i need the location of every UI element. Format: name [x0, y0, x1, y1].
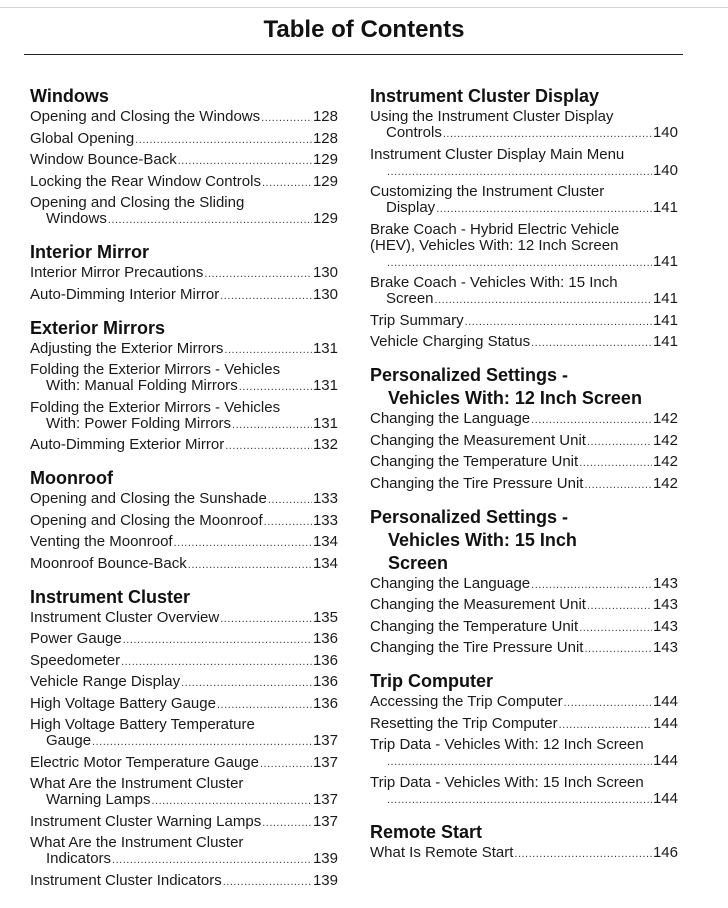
toc-entry[interactable] [30, 653, 338, 670]
toc-entry-text: Changing the Temperature Unit [370, 453, 579, 470]
toc-entry-text: Folding the Exterior Mirrors - Vehicles [30, 398, 281, 416]
dot-leader [188, 557, 312, 573]
page-number: 131 [312, 377, 338, 394]
toc-section [370, 822, 678, 862]
toc-entry-text: Vehicle Range Display [30, 673, 181, 690]
dot-leader [262, 175, 312, 191]
toc-entry-line [30, 513, 338, 530]
toc-entry[interactable] [30, 362, 338, 395]
toc-section [370, 86, 678, 351]
page-number: 130 [312, 285, 338, 303]
toc-entry-text: Screen [386, 290, 434, 307]
toc-entry[interactable] [30, 534, 338, 551]
toc-entry[interactable] [370, 619, 678, 636]
toc-entry[interactable] [370, 275, 678, 308]
dot-leader [584, 477, 652, 493]
page-number: 129 [312, 151, 338, 168]
page-number: 129 [312, 172, 338, 190]
toc-entry-text: Changing the Language [370, 574, 531, 592]
toc-entry[interactable] [370, 716, 678, 733]
toc-entry[interactable] [30, 814, 338, 831]
page-number: 131 [312, 414, 338, 432]
toc-left-column [30, 86, 338, 904]
toc-section [370, 671, 678, 808]
toc-entry-text: Folding the Exterior Mirrors - Vehicles [30, 361, 281, 378]
page-number: 136 [312, 651, 338, 669]
dot-leader [223, 874, 312, 890]
toc-entry-text: Gauge [46, 732, 92, 749]
toc-entry-text: Brake Coach - Vehicles With: 15 Inch [370, 274, 618, 291]
toc-entry-text: Display [386, 199, 436, 216]
toc-entry[interactable] [30, 400, 338, 433]
top-rule [0, 7, 728, 8]
toc-entry-line [370, 716, 678, 733]
toc-right-column [370, 86, 678, 876]
toc-entry-line [30, 696, 338, 713]
toc-entry-line [30, 873, 338, 890]
section-heading: Screen [388, 552, 449, 573]
dot-leader [584, 641, 652, 657]
page-number: 129 [312, 210, 338, 227]
dot-leader [220, 611, 312, 627]
page-number: 143 [652, 596, 678, 613]
toc-entry[interactable] [30, 265, 338, 282]
page-number: 143 [652, 617, 678, 635]
page-number: 140 [652, 124, 678, 141]
toc-entry-text: Trip Summary [370, 311, 464, 329]
toc-entry-text: Electric Motor Temperature Gauge [30, 753, 259, 771]
page-number: 141 [652, 311, 678, 329]
dot-leader [531, 335, 652, 351]
dot-leader [514, 846, 652, 862]
dot-leader [559, 717, 652, 733]
section-heading: Vehicles With: 15 Inch [388, 529, 577, 550]
page-number: 133 [312, 490, 338, 507]
toc-entry-text: Accessing the Trip Computer [370, 693, 563, 710]
page-number: 132 [312, 436, 338, 453]
dot-leader [264, 514, 312, 530]
page-number: 137 [312, 753, 338, 771]
toc-entry-text: With: Power Folding Mirrors [46, 414, 232, 432]
toc-entry-line [30, 287, 338, 304]
page-number: 136 [312, 694, 338, 712]
toc-entry-line [30, 792, 338, 809]
toc-entry[interactable] [30, 835, 338, 868]
toc-entry-line [370, 845, 678, 862]
section-heading: Instrument Cluster Display [370, 86, 600, 106]
page-number: 137 [312, 812, 338, 830]
page-number: 141 [652, 199, 678, 216]
toc-entry-text: Opening and Closing the Windows [30, 108, 261, 125]
toc-entry-line [370, 454, 678, 471]
page-number: 134 [312, 554, 338, 572]
section-heading: Instrument Cluster [30, 586, 191, 607]
toc-entry-text: Speedometer [30, 651, 121, 669]
page-number: 143 [652, 574, 678, 592]
section-heading: Remote Start [370, 821, 483, 842]
toc-entry[interactable] [370, 694, 678, 711]
dot-leader [443, 126, 652, 142]
toc-entry-line [30, 109, 338, 126]
dot-leader [531, 412, 652, 428]
page-number: 146 [652, 843, 678, 861]
toc-entry-line [370, 576, 678, 593]
toc-entry-line [370, 313, 678, 330]
toc-entry-line [370, 411, 678, 428]
toc-entry-text: Changing the Tire Pressure Unit [370, 474, 584, 492]
dot-leader [135, 132, 312, 148]
toc-entry-text: High Voltage Battery Temperature [30, 716, 255, 733]
toc-entry-text: What Is Remote Start [370, 843, 514, 861]
toc-entry-text: Changing the Language [370, 410, 531, 427]
toc-entry-line [370, 791, 678, 808]
page-number: 142 [652, 453, 678, 470]
page-number: 144 [652, 714, 678, 732]
toc-entry[interactable] [370, 433, 678, 450]
toc-entry-text: Opening and Closing the Moonroof [30, 511, 263, 529]
toc-entry[interactable] [30, 631, 338, 648]
toc-entry-line [30, 265, 338, 282]
toc-entry[interactable] [30, 287, 338, 304]
toc-entry-line [30, 755, 338, 772]
dot-leader [579, 455, 652, 471]
toc-entry[interactable] [370, 454, 678, 471]
toc-entry-text: Instrument Cluster Warning Lamps [30, 812, 262, 830]
dot-leader [121, 654, 312, 670]
dot-leader [108, 212, 312, 228]
toc-entry[interactable] [370, 576, 678, 593]
toc-entry[interactable] [370, 476, 678, 493]
toc-entry[interactable] [30, 610, 338, 627]
dot-leader [112, 852, 312, 868]
toc-entry[interactable] [30, 776, 338, 809]
toc-entry-text: Auto-Dimming Exterior Mirror [30, 436, 225, 453]
toc-entry-text: Changing the Measurement Unit [370, 596, 586, 613]
page-number: 144 [652, 693, 678, 710]
toc-entry-text: Instrument Cluster Display Main Menu [370, 145, 625, 163]
dot-leader [152, 793, 312, 809]
toc-entry-text: Venting the Moonroof [30, 533, 173, 550]
toc-section [370, 507, 678, 658]
toc-entry-line [30, 437, 338, 454]
toc-entry-text: Controls [386, 124, 442, 141]
dot-leader [220, 288, 312, 304]
toc-entry-text: What Are the Instrument Cluster [30, 775, 244, 792]
toc-entry-text: Changing the Tire Pressure Unit [370, 639, 584, 656]
dot-leader [579, 620, 652, 636]
dot-leader [224, 342, 312, 358]
page-number: 133 [312, 511, 338, 529]
toc-entry-text: Brake Coach - Hybrid Electric Vehicle [370, 220, 620, 238]
toc-entry-text: Moonroof Bounce-Back [30, 554, 187, 572]
page-number: 142 [652, 474, 678, 492]
toc-entry-line [370, 694, 678, 711]
toc-entry-text: Global Opening [30, 129, 135, 147]
toc-entry[interactable] [370, 334, 678, 351]
toc-section [30, 587, 338, 890]
toc-entry-line [30, 378, 338, 395]
toc-entry-line [370, 334, 678, 351]
toc-entry-line [30, 131, 338, 148]
toc-entry-line [30, 674, 338, 691]
toc-entry[interactable] [30, 174, 338, 191]
toc-entry-line [30, 416, 338, 433]
toc-entry-line [370, 640, 678, 657]
section-heading: Windows [30, 86, 109, 106]
toc-entry-text: What Are the Instrument Cluster [30, 834, 244, 851]
toc-entry[interactable] [30, 152, 338, 169]
toc-entry-text: Vehicle Charging Status [370, 333, 531, 350]
toc-entry-text: Windows [46, 210, 107, 227]
page-number: 141 [652, 290, 678, 307]
dot-leader [435, 292, 652, 308]
dot-leader [268, 492, 312, 508]
section-heading: Moonroof [30, 468, 113, 488]
toc-entry-text: Customizing the Instrument Cluster [370, 183, 605, 200]
dot-leader [261, 110, 312, 126]
dot-leader [465, 314, 652, 330]
page-number: 139 [312, 871, 338, 889]
section-heading: Trip Computer [370, 671, 494, 691]
toc-entry-line [30, 491, 338, 508]
toc-entry-text: Opening and Closing the Sunshade [30, 490, 267, 507]
page-number: 141 [652, 252, 678, 270]
toc-entry-line [30, 653, 338, 670]
section-heading: Personalized Settings - [370, 506, 569, 527]
page-number: 143 [652, 639, 678, 656]
page-number: 142 [652, 410, 678, 427]
page-number: 131 [312, 339, 338, 357]
toc-entry-line [30, 610, 338, 627]
toc-entry[interactable] [30, 513, 338, 530]
page-number: 134 [312, 533, 338, 550]
toc-entry[interactable] [370, 147, 678, 180]
dot-leader [181, 675, 312, 691]
toc-entry-text: Using the Instrument Cluster Display [370, 108, 614, 125]
dot-leader [92, 734, 312, 750]
toc-entry-text: Instrument Cluster Indicators [30, 871, 222, 889]
dot-leader [225, 438, 312, 454]
toc-entry-line [30, 152, 338, 169]
dot-leader [387, 792, 652, 808]
toc-entry[interactable] [370, 184, 678, 217]
toc-entry[interactable] [30, 131, 338, 148]
toc-entry[interactable] [370, 222, 678, 271]
page-number: 142 [652, 431, 678, 449]
title-rule [24, 54, 683, 55]
toc-entry-line [30, 733, 338, 750]
toc-entry-text: Opening and Closing the Sliding [30, 194, 245, 211]
toc-entry-line [30, 631, 338, 648]
page-number: 137 [312, 791, 338, 808]
toc-entry[interactable] [30, 437, 338, 454]
dot-leader [174, 535, 312, 551]
dot-leader [217, 697, 312, 713]
toc-entry-line [370, 125, 678, 142]
toc-entry-text: (HEV), Vehicles With: 12 Inch Screen [370, 236, 619, 254]
dot-leader [232, 417, 312, 433]
toc-entry[interactable] [370, 737, 678, 770]
page-number: 128 [312, 108, 338, 125]
toc-entry-text: Trip Data - Vehicles With: 12 Inch Screen [370, 736, 644, 753]
toc-entry-text: High Voltage Battery Gauge [30, 694, 216, 712]
toc-entry-text: Instrument Cluster Overview [30, 608, 220, 626]
dot-leader [178, 153, 312, 169]
toc-entry-line [370, 597, 678, 614]
toc-entry-line [370, 476, 678, 493]
toc-entry-text: Warning Lamps [46, 791, 151, 808]
toc-entry-text: Interior Mirror Precautions [30, 264, 204, 281]
toc-entry[interactable] [30, 717, 338, 750]
toc-entry[interactable] [370, 775, 678, 808]
toc-entry[interactable] [30, 556, 338, 573]
toc-entry[interactable] [30, 696, 338, 713]
toc-entry-text: With: Manual Folding Mirrors [46, 377, 238, 394]
toc-entry-line [30, 211, 338, 228]
toc-entry[interactable] [370, 597, 678, 614]
page-number: 144 [652, 752, 678, 769]
toc-entry-line [30, 174, 338, 191]
toc-section [30, 242, 338, 304]
toc-entry-line [370, 291, 678, 308]
dot-leader [262, 815, 312, 831]
toc-entry[interactable] [370, 313, 678, 330]
toc-entry-line [30, 556, 338, 573]
section-heading: Personalized Settings - [370, 365, 569, 385]
toc-entry[interactable] [370, 109, 678, 142]
dot-leader [387, 255, 652, 271]
toc-section [30, 468, 338, 573]
toc-entry-text: Power Gauge [30, 630, 122, 647]
toc-entry[interactable] [30, 109, 338, 126]
toc-entry-line [370, 200, 678, 217]
dot-leader [564, 695, 652, 711]
toc-entry-line [370, 163, 678, 180]
page-number: 135 [312, 608, 338, 626]
page-number: 130 [312, 264, 338, 281]
dot-leader [260, 756, 312, 772]
toc-entry-line [370, 753, 678, 770]
section-heading: Interior Mirror [30, 242, 150, 262]
toc-entry-text: Changing the Measurement Unit [370, 431, 586, 449]
toc-entry[interactable] [30, 873, 338, 890]
page-number: 140 [652, 161, 678, 179]
dot-leader [531, 577, 652, 593]
toc-entry-text: Trip Data - Vehicles With: 15 Inch Screen [370, 773, 644, 791]
toc-entry[interactable] [370, 640, 678, 657]
page-number: 136 [312, 673, 338, 690]
page-number: 141 [652, 333, 678, 350]
page-number: 139 [312, 850, 338, 867]
toc-section [30, 318, 338, 455]
toc-entry[interactable] [30, 755, 338, 772]
toc-entry-text: Window Bounce-Back [30, 151, 177, 168]
toc-section [30, 86, 338, 228]
dot-leader [387, 164, 652, 180]
dot-leader [436, 201, 652, 217]
toc-entry[interactable] [370, 845, 678, 862]
page-number: 144 [652, 789, 678, 807]
toc-entry-line [370, 254, 678, 271]
toc-entry-line [30, 851, 338, 868]
toc-entry-text: Auto-Dimming Interior Mirror [30, 285, 220, 303]
section-heading: Vehicles With: 12 Inch Screen [388, 388, 642, 408]
page-title: Table of Contents [263, 16, 465, 43]
toc-entry[interactable] [30, 195, 338, 228]
section-heading: Exterior Mirrors [30, 317, 166, 338]
dot-leader [239, 379, 312, 395]
toc-entry-line [370, 433, 678, 450]
dot-leader [204, 266, 312, 282]
toc-entry-text: Resetting the Trip Computer [370, 714, 558, 732]
toc-entry[interactable] [30, 491, 338, 508]
toc-entry[interactable] [30, 674, 338, 691]
toc-entry-text: Locking the Rear Window Controls [30, 172, 261, 190]
toc-entry-line [30, 341, 338, 358]
dot-leader [123, 632, 312, 648]
dot-leader [387, 754, 652, 770]
toc-entry[interactable] [370, 411, 678, 428]
toc-entry-text: Changing the Temperature Unit [370, 617, 579, 635]
toc-entry-text: Indicators [46, 850, 112, 867]
toc-entry-line [30, 814, 338, 831]
toc-entry-text: Adjusting the Exterior Mirrors [30, 339, 224, 357]
page-number: 137 [312, 732, 338, 749]
page-number: 128 [312, 129, 338, 147]
toc-section [370, 365, 678, 493]
page-number: 136 [312, 630, 338, 647]
toc-entry-line [30, 534, 338, 551]
toc-entry[interactable] [30, 341, 338, 358]
toc-entry-line [370, 619, 678, 636]
dot-leader [587, 598, 652, 614]
dot-leader [587, 434, 652, 450]
